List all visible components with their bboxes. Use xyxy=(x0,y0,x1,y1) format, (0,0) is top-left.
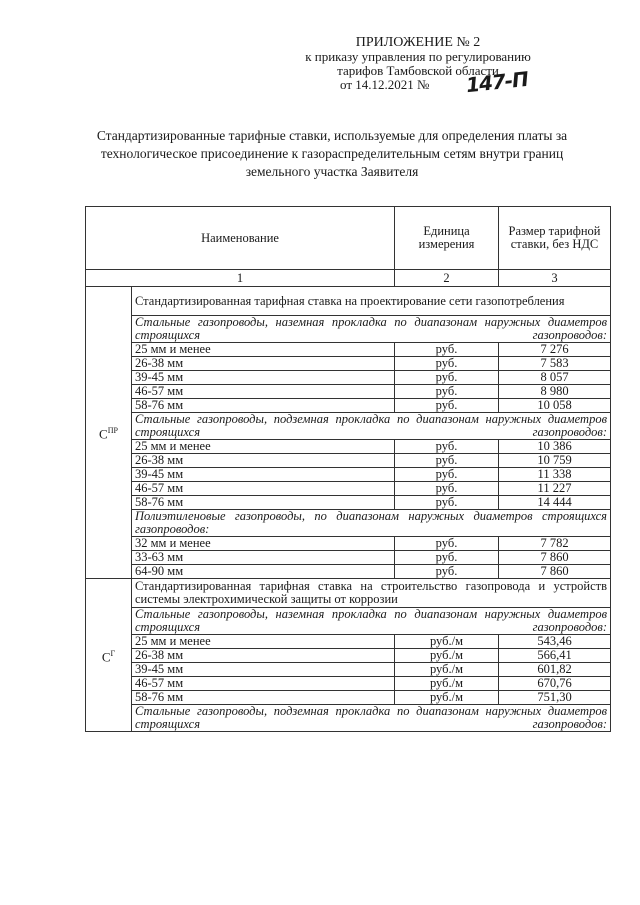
row-name: 32 мм и менее xyxy=(132,537,395,551)
row-name: 25 мм и менее xyxy=(132,343,395,357)
table-row xyxy=(86,343,611,357)
row-name: 58-76 мм xyxy=(132,691,395,705)
row-value: 543,46 xyxy=(499,635,611,649)
row-value: 10 759 xyxy=(499,454,611,468)
col-number-1: 1 xyxy=(86,270,395,287)
row-name: 25 мм и менее xyxy=(132,440,395,454)
row-name: 26-38 мм xyxy=(132,649,395,663)
row-name: 46-57 мм xyxy=(132,677,395,691)
row-value: 7 276 xyxy=(499,343,611,357)
row-value: 751,30 xyxy=(499,691,611,705)
row-value: 8 057 xyxy=(499,371,611,385)
order-number-handwritten: 147-П xyxy=(464,66,529,98)
row-value: 14 444 xyxy=(499,496,611,510)
table-row xyxy=(86,649,611,663)
row-value: 601,82 xyxy=(499,663,611,677)
section-design: Стандартизированная тарифная ставка на проектирование сети газопотребления xyxy=(132,287,611,316)
col-rate-header: Размер тарифной ставки, без НДС xyxy=(499,207,611,270)
category-label: С xyxy=(101,649,111,665)
order-line: к приказу управления по регулированию xyxy=(305,49,531,64)
category-label: С xyxy=(99,426,108,442)
table-row xyxy=(86,454,611,468)
table-row xyxy=(86,496,611,510)
row-unit: руб./м xyxy=(395,649,499,663)
category-sup: Г xyxy=(110,648,116,658)
row-value: 11 227 xyxy=(499,482,611,496)
subsection-heading: Стальные газопроводы, наземная прокладка по диапазонам наружных диаметров строящихся газопроводов: xyxy=(132,608,611,635)
subsection-row xyxy=(86,510,611,537)
section-row xyxy=(86,287,611,316)
subsection-heading: Стальные газопроводы, подземная прокладка по диапазонам наружных диаметров строящихся газопроводов: xyxy=(132,413,611,440)
row-name: 39-45 мм xyxy=(132,468,395,482)
row-name: 64-90 мм xyxy=(132,565,395,579)
table-row xyxy=(86,635,611,649)
row-name: 26-38 мм xyxy=(132,454,395,468)
row-unit: руб./м xyxy=(395,691,499,705)
row-name: 26-38 мм xyxy=(132,357,395,371)
row-name: 39-45 мм xyxy=(132,371,395,385)
subsection-row xyxy=(86,705,611,732)
table-row xyxy=(86,468,611,482)
row-unit: руб./м xyxy=(395,677,499,691)
col-unit-header: Единица измерения xyxy=(395,207,499,270)
table-row xyxy=(86,663,611,677)
row-unit: руб. xyxy=(395,385,499,399)
row-unit: руб./м xyxy=(395,635,499,649)
date-line: от 14.12.2021 № xyxy=(340,77,430,92)
table-row xyxy=(86,371,611,385)
row-unit: руб. xyxy=(395,551,499,565)
row-value: 670,76 xyxy=(499,677,611,691)
row-unit: руб. xyxy=(395,468,499,482)
appendix-header xyxy=(288,35,548,98)
subsection-heading: Стальные газопроводы, подземная прокладка по диапазонам наружных диаметров строящихся газопроводов: xyxy=(132,705,611,732)
row-unit: руб. xyxy=(395,371,499,385)
header-row xyxy=(86,207,611,270)
table-row xyxy=(86,565,611,579)
row-name: 39-45 мм xyxy=(132,663,395,677)
column-numbers-row xyxy=(86,270,611,287)
table-row xyxy=(86,537,611,551)
row-name: 25 мм и менее xyxy=(132,635,395,649)
row-name: 33-63 мм xyxy=(132,551,395,565)
row-unit: руб. xyxy=(395,482,499,496)
row-value: 566,41 xyxy=(499,649,611,663)
row-name: 46-57 мм xyxy=(132,385,395,399)
row-value: 10 058 xyxy=(499,399,611,413)
row-name: 58-76 мм xyxy=(132,399,395,413)
row-unit: руб./м xyxy=(395,663,499,677)
col-number-2: 2 xyxy=(395,270,499,287)
col-name-header: Наименование xyxy=(86,207,395,270)
row-unit: руб. xyxy=(395,440,499,454)
row-value: 7 860 xyxy=(499,565,611,579)
subsection-row xyxy=(86,316,611,343)
row-value: 7 782 xyxy=(499,537,611,551)
row-unit: руб. xyxy=(395,357,499,371)
row-value: 8 980 xyxy=(499,385,611,399)
col-number-3: 3 xyxy=(499,270,611,287)
row-name: 46-57 мм xyxy=(132,482,395,496)
subsection-heading: Стальные газопроводы, наземная прокладка по диапазонам наружных диаметров строящихся газопроводов: xyxy=(132,316,611,343)
table-row xyxy=(86,440,611,454)
row-unit: руб. xyxy=(395,454,499,468)
section-row xyxy=(86,579,611,608)
row-value: 10 386 xyxy=(499,440,611,454)
table-row xyxy=(86,677,611,691)
appendix-title: ПРИЛОЖЕНИЕ № 2 xyxy=(355,35,481,50)
tariff-table xyxy=(85,206,611,732)
table-row xyxy=(86,399,611,413)
row-value: 7 583 xyxy=(499,357,611,371)
row-name: 58-76 мм xyxy=(132,496,395,510)
row-unit: руб. xyxy=(395,537,499,551)
row-unit: руб. xyxy=(395,496,499,510)
row-unit: руб. xyxy=(395,343,499,357)
row-unit: руб. xyxy=(395,565,499,579)
subsection-row xyxy=(86,413,611,440)
category-sup: ПР xyxy=(107,426,118,436)
document-title: Стандартизированные тарифные ставки, используемые для определения платы за технологическое присоединение к газораспределительным сетям внутри границ земельного участка Заявителя xyxy=(96,128,568,179)
category-cg xyxy=(86,579,132,732)
section-build: Стандартизированная тарифная ставка на строительство газопровода и устройств системы электрохимической защиты от коррозии xyxy=(132,579,611,608)
region-line: тарифов Тамбовской области xyxy=(337,63,499,78)
table-row xyxy=(86,482,611,496)
row-value: 7 860 xyxy=(499,551,611,565)
table-row xyxy=(86,551,611,565)
table-row xyxy=(86,357,611,371)
table-row xyxy=(86,691,611,705)
row-value: 11 338 xyxy=(499,468,611,482)
category-cpr xyxy=(86,287,132,579)
subsection-row xyxy=(86,608,611,635)
table-row xyxy=(86,385,611,399)
row-unit: руб. xyxy=(395,399,499,413)
subsection-heading: Полиэтиленовые газопроводы, по диапазонам наружных диаметров строящихся газопроводов: xyxy=(132,510,611,537)
